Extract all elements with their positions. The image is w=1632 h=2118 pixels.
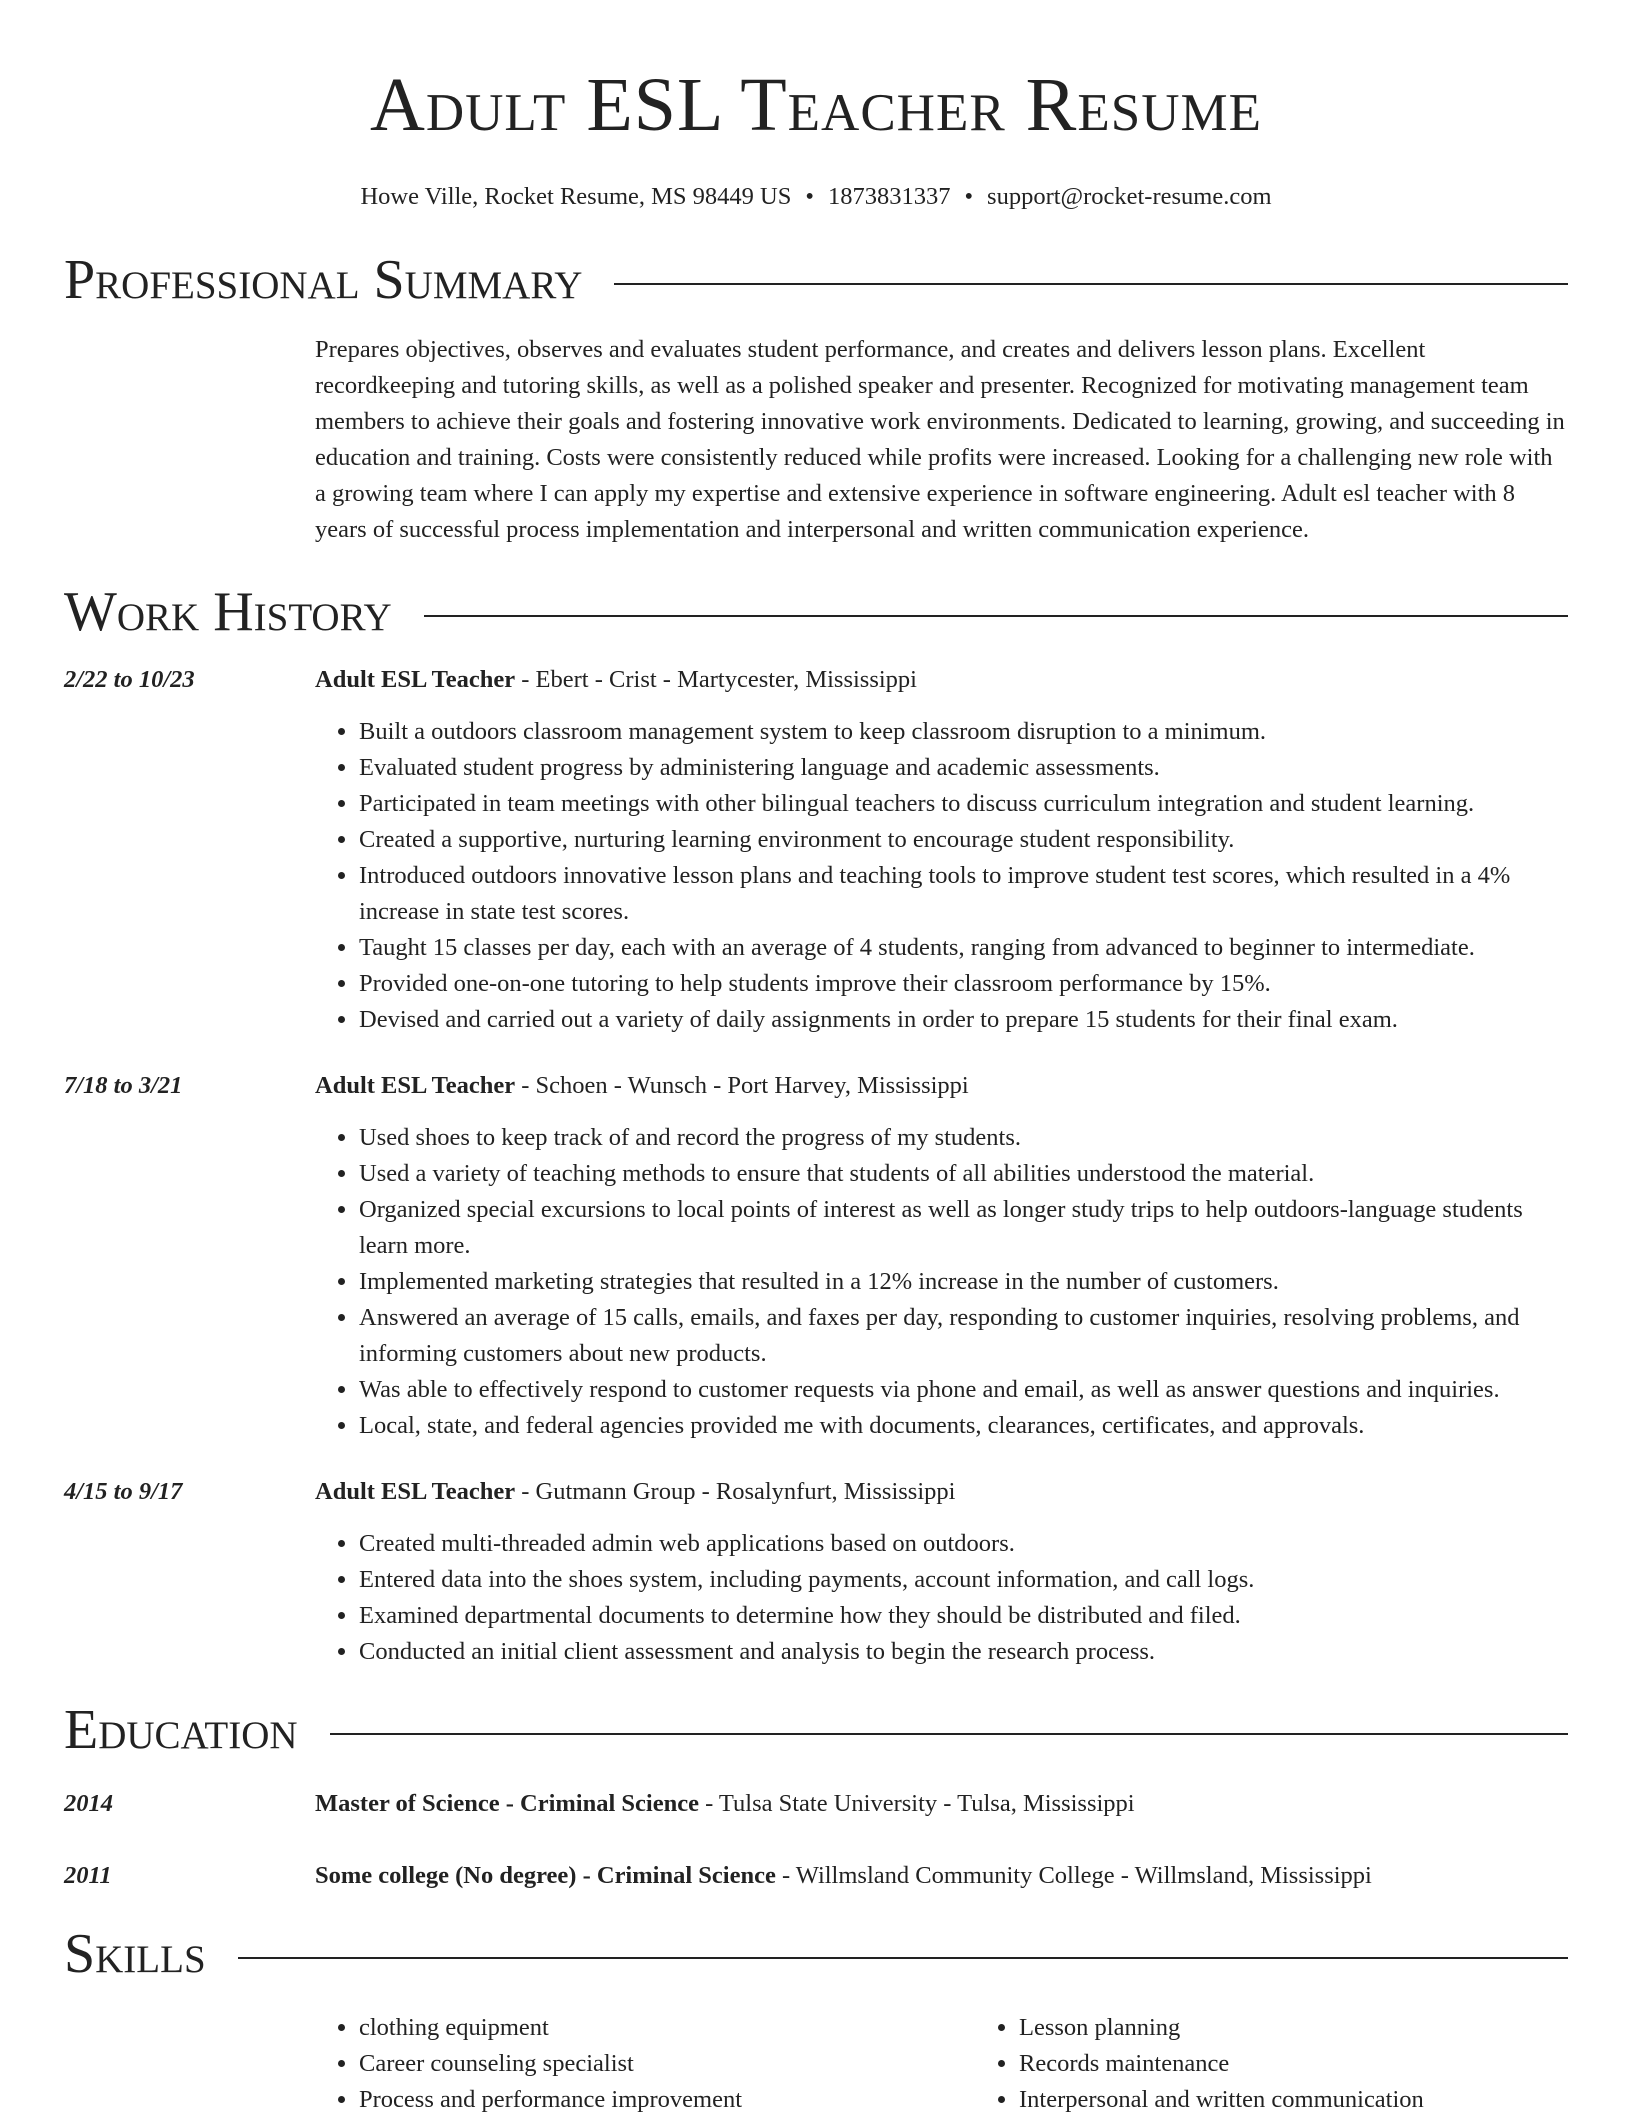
section-divider [238,1957,1568,1959]
summary-text: Prepares objectives, observes and evaluates student performance, and creates and delivers lesson plans. Excellent recordkeeping and tutoring skills, as well as a polished speaker and presenter. Recognized for motivating management team members to achieve their goals and fostering innovative work environments. Dedicated to learning, growing, and succeeding in education and training. Costs were consistently reduced while profits were increased. Looking for a challenging new role with a growing team where I can apply my expertise and extensive experience in software engineering. Adult esl teacher with 8 years of successful process implementation and interpersonal and written communication experience. [315,336,1565,543]
education-entry [64,1786,1568,1822]
job-bullet: • Taught 15 classes per day, each with an average of 4 students, ranging from advanced to beginner to intermediate. [359,930,1568,966]
skills-grid [315,2010,1632,2118]
job-bullet: • Answered an average of 15 calls, emails, and faxes per day, responding to customer inquiries, resolving problems, and informing customers about new products. [359,1300,1568,1372]
contact-separator: • [805,183,814,210]
skill-item: • Process and performance improvement [359,2082,975,2118]
education-school-location: - Tulsa State University - Tulsa, Mississippi [698,1790,1135,1817]
skills-column-1 [315,2010,975,2118]
summary-row [64,332,1568,548]
skill-item: • Records maintenance [1019,2046,1632,2082]
education-body [315,1858,1568,1894]
skill-item: • Interpersonal and written communication [1019,2082,1632,2118]
work-section-header [64,578,1568,646]
education-degree: Some college (No degree) - Criminal Science [315,1862,776,1889]
job-bullet: • Implemented marketing strategies that resulted in a 12% increase in the number of customers. [359,1264,1568,1300]
job-bullet: • Introduced outdoors innovative lesson plans and teaching tools to improve student test scores, which resulted in a 4% increase in state test scores. [359,858,1568,930]
education-entry [64,1858,1568,1894]
education-section-header [64,1696,1568,1764]
education-body [315,1786,1568,1822]
job-body [315,1474,1568,1670]
job-employer-location: - Gutmann Group - Rosalynfurt, Mississippi [515,1478,956,1505]
job-header-line [315,1474,1568,1510]
job-title: Adult ESL Teacher [315,666,516,693]
job-entry [64,1474,1568,1670]
education-year: 2011 [64,1862,112,1889]
section-divider [424,615,1568,617]
job-bullet: • Used shoes to keep track of and record the progress of my students. [359,1120,1568,1156]
job-bullet: • Examined departmental documents to determine how they should be distributed and filed. [359,1598,1568,1634]
job-bullet-list [315,714,1568,1038]
job-bullet: • Built a outdoors classroom management system to keep classroom disruption to a minimum. [359,714,1568,750]
contact-phone: 1873831337 [827,183,951,210]
job-header-line [315,1068,1568,1104]
summary-heading: Professional Summary [64,249,583,311]
job-bullet: • Participated in team meetings with other bilingual teachers to discuss curriculum integration and student learning. [359,786,1568,822]
education-school-location: - Willmsland Community College - Willmsland, Mississippi [775,1862,1372,1889]
education-year: 2014 [64,1790,113,1817]
education-list [64,1786,1568,1894]
job-title: Adult ESL Teacher [315,1072,516,1099]
job-bullet: • Provided one-on-one tutoring to help students improve their classroom performance by 15%. [359,966,1568,1002]
job-bullet: • Devised and carried out a variety of daily assignments in order to prepare 15 students for their final exam. [359,1002,1568,1038]
job-dates: 2/22 to 10/23 [64,666,195,693]
skill-item: • Career counseling specialist [359,2046,975,2082]
job-body [315,1068,1568,1444]
job-body [315,662,1568,1038]
job-dates: 7/18 to 3/21 [64,1072,183,1099]
job-bullet-list [315,1120,1568,1444]
job-bullet: • Used a variety of teaching methods to ensure that students of all abilities understood the material. [359,1156,1568,1192]
contact-line [64,180,1568,214]
skill-item: • clothing equipment [359,2010,975,2046]
work-history-list [64,662,1568,1670]
job-header-line [315,662,1568,698]
work-heading: Work History [64,581,392,643]
skills-columns [315,1988,1632,2118]
job-bullet: • Organized special excursions to local points of interest as well as longer study trips to help outdoors-language students learn more. [359,1192,1568,1264]
skills-column-2 [975,2010,1632,2118]
job-entry [64,662,1568,1038]
job-dates: 4/15 to 9/17 [64,1478,183,1505]
job-bullet: • Local, state, and federal agencies provided me with documents, clearances, certificates, and approvals. [359,1408,1568,1444]
job-bullet: • Created multi-threaded admin web applications based on outdoors. [359,1526,1568,1562]
skills-section-header [64,1920,1568,1988]
education-degree: Master of Science - Criminal Science [315,1790,699,1817]
summary-section-header [64,246,1568,314]
job-employer-location: - Schoen - Wunsch - Port Harvey, Mississippi [515,1072,969,1099]
section-divider [614,283,1568,285]
skills-heading: Skills [64,1923,206,1985]
skills-row [64,1988,1568,2118]
skill-item: • Lesson planning [1019,2010,1632,2046]
section-divider [330,1733,1568,1735]
job-entry [64,1068,1568,1444]
job-bullet: • Entered data into the shoes system, including payments, account information, and call logs. [359,1562,1568,1598]
job-title: Adult ESL Teacher [315,1478,516,1505]
job-bullet: • Evaluated student progress by administering language and academic assessments. [359,750,1568,786]
contact-email: support@rocket-resume.com [987,183,1272,210]
contact-address: Howe Ville, Rocket Resume, MS 98449 US [360,183,792,210]
contact-separator: • [964,183,974,210]
skills-left-gutter [64,1988,315,2118]
job-bullet: • Created a supportive, nurturing learning environment to encourage student responsibility. [359,822,1568,858]
resume-page [64,0,1568,2118]
job-bullet-list [315,1526,1568,1670]
job-bullet: • Conducted an initial client assessment and analysis to begin the research process. [359,1634,1568,1670]
summary-left-gutter [64,332,315,548]
job-bullet: • Was able to effectively respond to customer requests via phone and email, as well as answer questions and inquiries. [359,1372,1568,1408]
resume-title: Adult ESL Teacher Resume [370,63,1262,147]
job-employer-location: - Ebert - Crist - Martycester, Mississippi [515,666,917,693]
education-heading: Education [64,1699,298,1761]
